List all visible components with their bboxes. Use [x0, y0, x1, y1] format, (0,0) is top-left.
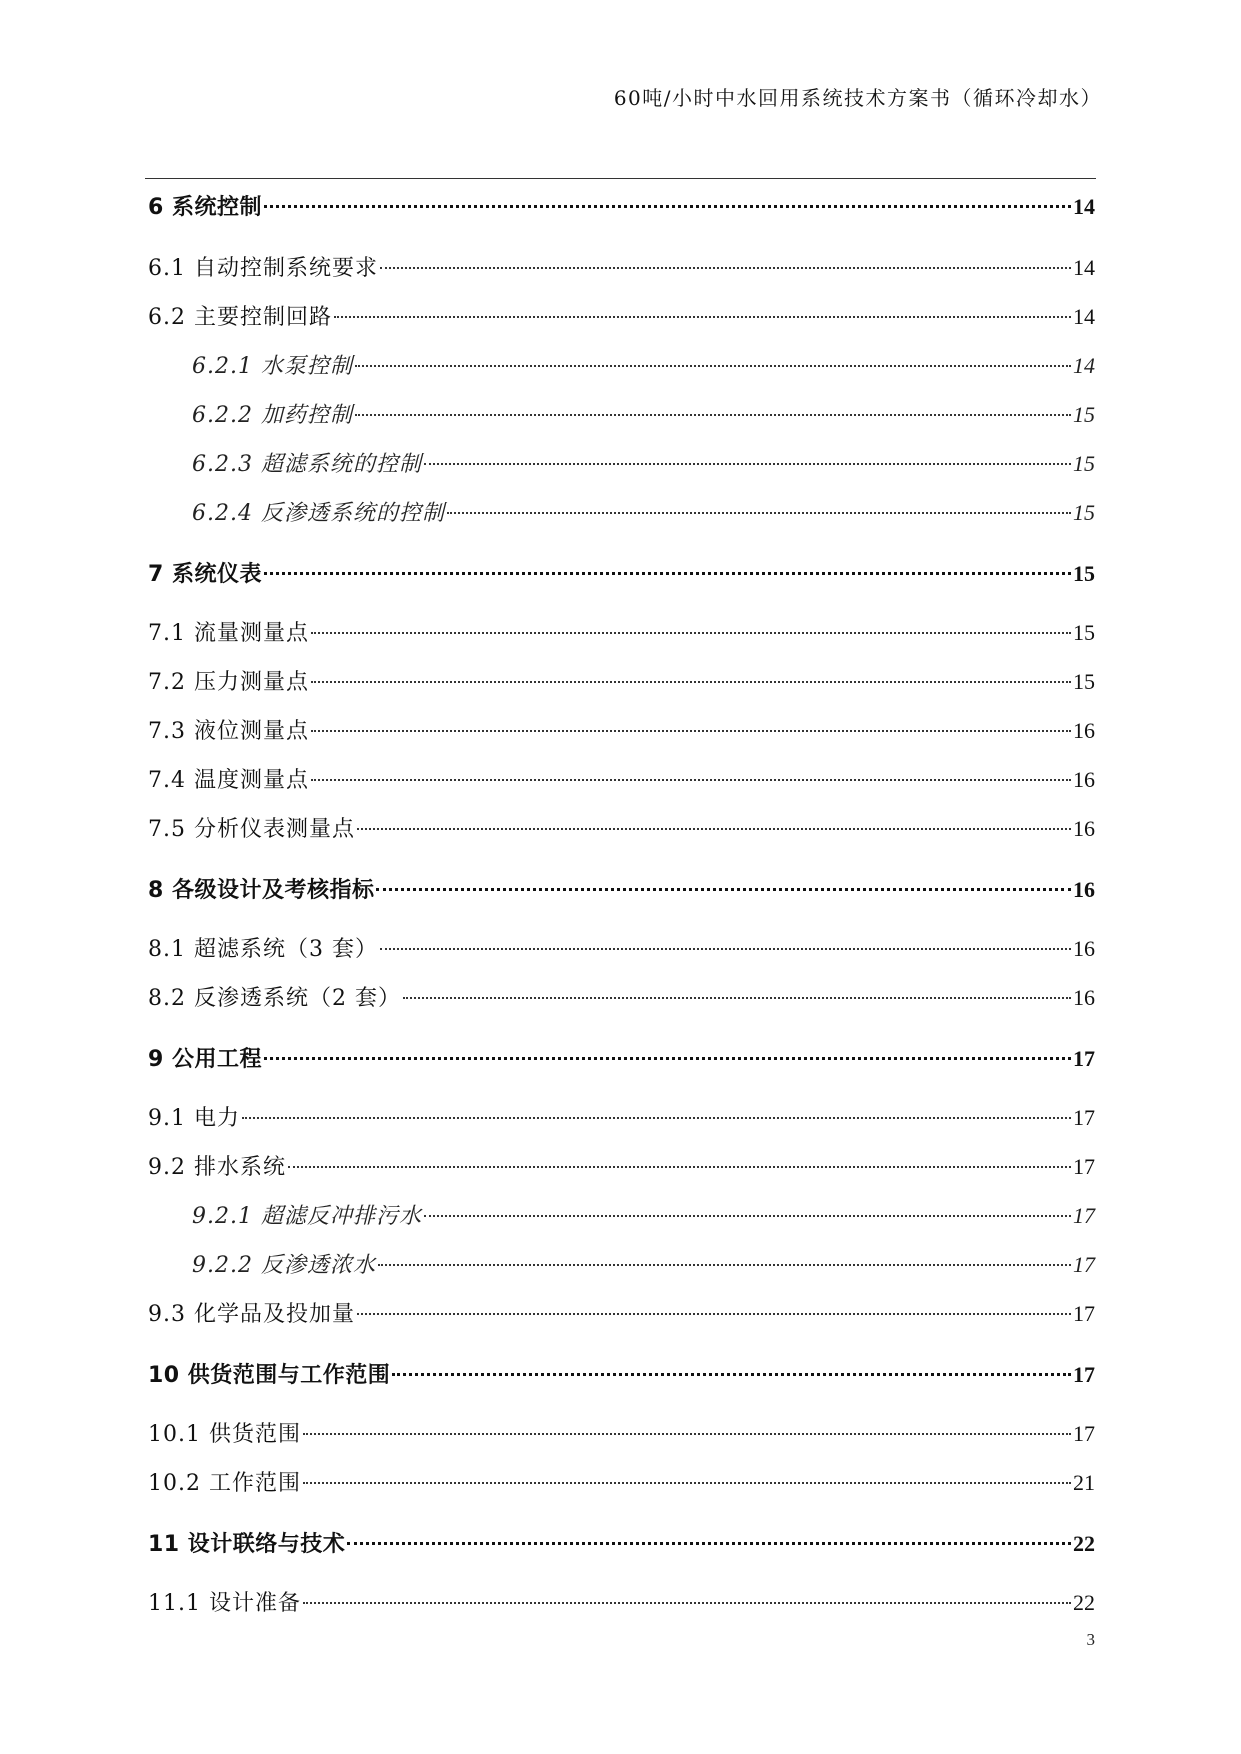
- toc-entry-page: 17: [1073, 1046, 1095, 1071]
- toc-entry-title: 9 公用工程: [148, 1047, 262, 1072]
- toc-entry-page: 15: [1073, 669, 1095, 694]
- toc-entry-page: 16: [1073, 767, 1095, 792]
- toc-entry[interactable]: [148, 665, 1095, 699]
- page-number: 3: [1086, 1630, 1095, 1649]
- toc-entry[interactable]: [192, 1199, 1095, 1233]
- toc-entry[interactable]: [148, 251, 1095, 285]
- toc-entry-page: 17: [1073, 1421, 1095, 1446]
- toc-dot-leader: [264, 205, 1071, 208]
- toc-dot-leader: [357, 828, 1071, 830]
- toc-entry-title: 7.1 流量测量点: [148, 621, 309, 646]
- toc-entry[interactable]: [148, 1527, 1095, 1561]
- toc-dot-leader: [303, 1482, 1071, 1484]
- toc-entry[interactable]: [148, 981, 1095, 1015]
- toc-dot-leader: [347, 1542, 1071, 1545]
- toc-entry[interactable]: [148, 1417, 1095, 1451]
- toc-dot-leader: [424, 1215, 1071, 1217]
- toc-dot-leader: [447, 512, 1071, 514]
- toc-entry[interactable]: [148, 763, 1095, 797]
- toc-entry-title: 7 系统仪表: [148, 562, 262, 587]
- toc-entry[interactable]: [148, 1466, 1095, 1500]
- toc-entry[interactable]: [148, 1101, 1095, 1135]
- toc-entry-title: 6.2 主要控制回路: [148, 305, 332, 330]
- toc-dot-leader: [380, 948, 1071, 950]
- toc-dot-leader: [355, 365, 1071, 367]
- toc-entry-title: 9.2.2 反渗透浓水: [192, 1253, 376, 1278]
- toc-entry-page: 16: [1073, 718, 1095, 743]
- toc-entry[interactable]: [192, 349, 1095, 383]
- toc-entry-title: 11.1 设计准备: [148, 1591, 301, 1616]
- toc-entry-page: 14: [1073, 255, 1095, 280]
- toc-entry[interactable]: [148, 557, 1095, 591]
- toc-entry-page: 22: [1073, 1531, 1095, 1556]
- toc-entry[interactable]: [148, 1297, 1095, 1331]
- toc-entry[interactable]: [192, 398, 1095, 432]
- toc-entry[interactable]: [148, 812, 1095, 846]
- toc-entry[interactable]: [148, 714, 1095, 748]
- toc-dot-leader: [334, 316, 1071, 318]
- toc-dot-leader: [303, 1602, 1071, 1604]
- toc-dot-leader: [264, 572, 1071, 575]
- table-of-contents: [148, 0, 1095, 1700]
- toc-entry-page: 15: [1073, 620, 1095, 645]
- toc-entry-page: 15: [1073, 500, 1095, 525]
- toc-dot-leader: [378, 1264, 1071, 1266]
- toc-entry-page: 16: [1073, 985, 1095, 1010]
- toc-entry[interactable]: [192, 496, 1095, 530]
- toc-entry-title: 9.2.1 超滤反冲排污水: [192, 1204, 422, 1229]
- toc-dot-leader: [311, 730, 1071, 732]
- toc-entry-page: 15: [1073, 402, 1095, 427]
- toc-entry-title: 8.2 反渗透系统（2 套）: [148, 986, 401, 1011]
- toc-dot-leader: [303, 1433, 1071, 1435]
- toc-dot-leader: [424, 463, 1071, 465]
- toc-entry[interactable]: [148, 190, 1095, 224]
- toc-entry-title: 6.2.4 反渗透系统的控制: [192, 501, 445, 526]
- toc-entry-title: 10 供货范围与工作范围: [148, 1363, 391, 1388]
- toc-entry-page: 21: [1073, 1470, 1095, 1495]
- toc-entry-title: 10.1 供货范围: [148, 1422, 301, 1447]
- toc-entry-title: 10.2 工作范围: [148, 1471, 301, 1496]
- toc-entry[interactable]: [148, 1586, 1095, 1620]
- toc-entry[interactable]: [148, 873, 1095, 907]
- toc-entry-title: 8.1 超滤系统（3 套）: [148, 937, 378, 962]
- toc-entry-page: 17: [1073, 1154, 1095, 1179]
- toc-entry-page: 17: [1073, 1252, 1095, 1277]
- toc-entry-title: 9.2 排水系统: [148, 1155, 286, 1180]
- toc-entry-page: 17: [1073, 1301, 1095, 1326]
- toc-entry-title: 7.4 温度测量点: [148, 768, 309, 793]
- toc-entry-title: 7.3 液位测量点: [148, 719, 309, 744]
- toc-entry-page: 14: [1073, 304, 1095, 329]
- toc-entry-title: 6.2.2 加药控制: [192, 403, 353, 428]
- toc-entry-page: 17: [1073, 1362, 1095, 1387]
- toc-entry[interactable]: [192, 447, 1095, 481]
- toc-entry-page: 16: [1073, 877, 1095, 902]
- toc-entry-title: 6.1 自动控制系统要求: [148, 256, 378, 281]
- toc-entry-page: 14: [1073, 353, 1095, 378]
- toc-entry-page: 22: [1073, 1590, 1095, 1615]
- toc-entry[interactable]: [148, 300, 1095, 334]
- toc-entry-page: 15: [1073, 561, 1095, 586]
- page-header-title: 60吨/小时中水回用系统技术方案书（循环冷却水）: [613, 86, 1102, 110]
- toc-dot-leader: [242, 1117, 1071, 1119]
- toc-dot-leader: [355, 414, 1071, 416]
- toc-entry-page: 16: [1073, 816, 1095, 841]
- toc-entry-page: 15: [1073, 451, 1095, 476]
- toc-entry-title: 9.1 电力: [148, 1106, 240, 1131]
- toc-entry[interactable]: [148, 1150, 1095, 1184]
- toc-dot-leader: [288, 1166, 1071, 1168]
- toc-entry[interactable]: [148, 1358, 1095, 1392]
- toc-entry-page: 16: [1073, 936, 1095, 961]
- toc-dot-leader: [380, 267, 1071, 269]
- toc-entry-page: 14: [1073, 194, 1095, 219]
- toc-dot-leader: [403, 997, 1071, 999]
- toc-dot-leader: [392, 1373, 1071, 1376]
- toc-entry-title: 6 系统控制: [148, 195, 262, 220]
- toc-entry-title: 7.2 压力测量点: [148, 670, 309, 695]
- toc-entry-title: 6.2.3 超滤系统的控制: [192, 452, 422, 477]
- toc-entry-title: 9.3 化学品及投加量: [148, 1302, 355, 1327]
- toc-entry-title: 6.2.1 水泵控制: [192, 354, 353, 379]
- toc-dot-leader: [311, 779, 1071, 781]
- toc-entry-title: 8 各级设计及考核指标: [148, 878, 375, 903]
- toc-entry[interactable]: [148, 616, 1095, 650]
- toc-dot-leader: [311, 681, 1071, 683]
- toc-entry[interactable]: [148, 1042, 1095, 1076]
- toc-entry[interactable]: [148, 932, 1095, 966]
- toc-entry-title: 11 设计联络与技术: [148, 1532, 346, 1557]
- toc-entry-page: 17: [1073, 1203, 1095, 1228]
- toc-entry-page: 17: [1073, 1105, 1095, 1130]
- toc-entry[interactable]: [192, 1248, 1095, 1282]
- toc-dot-leader: [376, 888, 1071, 891]
- toc-dot-leader: [311, 632, 1071, 634]
- toc-dot-leader: [357, 1313, 1071, 1315]
- toc-entry-title: 7.5 分析仪表测量点: [148, 817, 355, 842]
- toc-dot-leader: [264, 1057, 1071, 1060]
